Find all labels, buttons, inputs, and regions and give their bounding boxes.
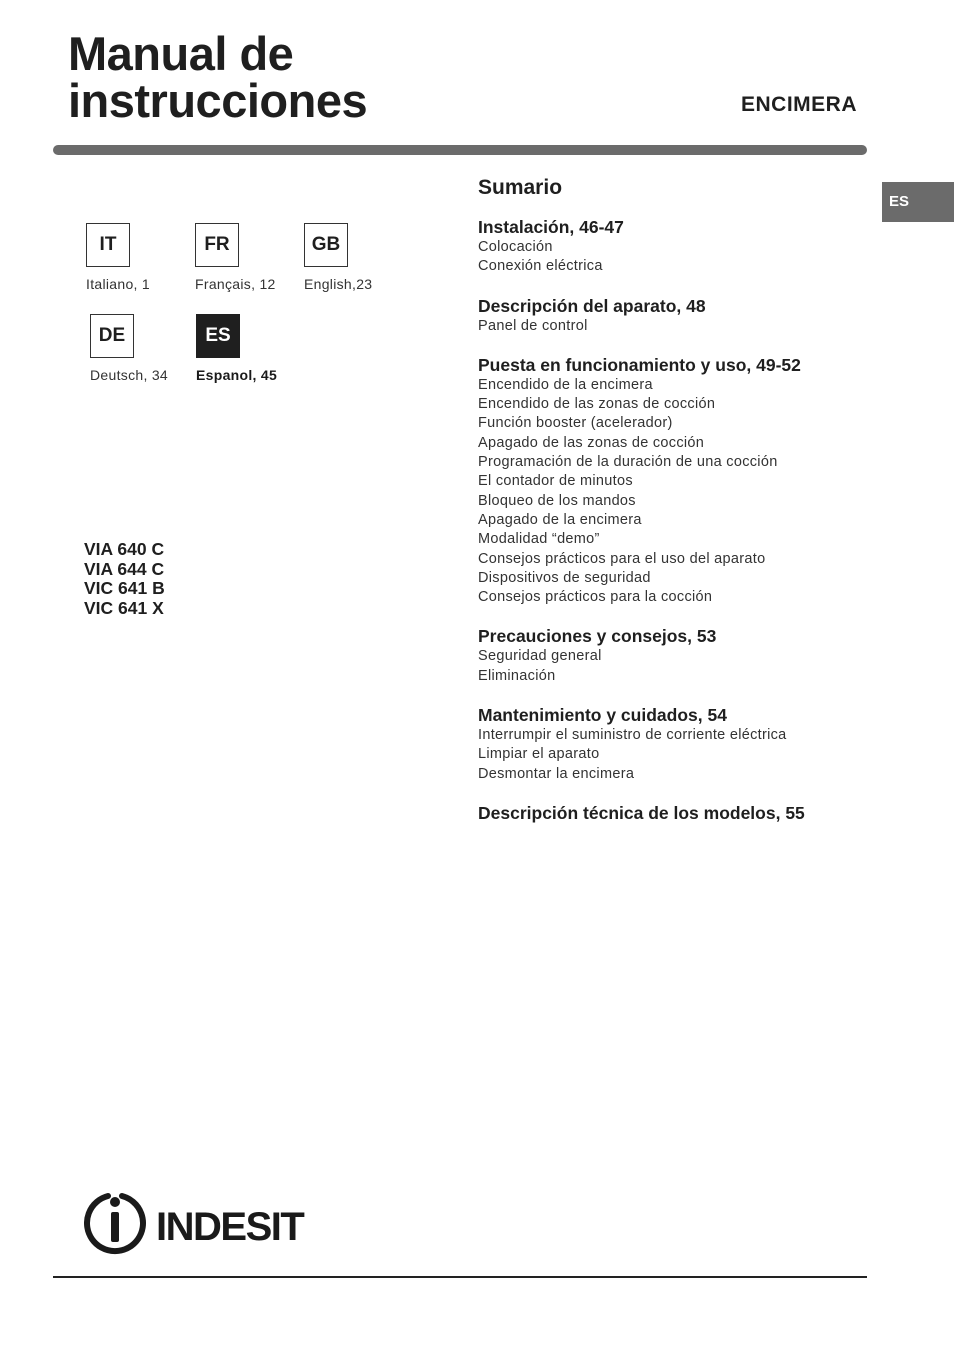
language-page-label: Français, 12 [195, 276, 276, 292]
language-code-box: DE [90, 314, 134, 358]
toc-heading[interactable]: Mantenimiento y cuidados, 54 [478, 705, 727, 726]
toc-item[interactable]: Bloqueo de los mandos [478, 492, 636, 509]
bottom-divider [53, 1276, 867, 1278]
indesit-logo-icon [84, 1190, 324, 1256]
language-page-label: English,23 [304, 276, 373, 292]
language-entry-gb[interactable] [304, 223, 414, 292]
language-entry-fr[interactable] [195, 223, 305, 292]
language-code-box: GB [304, 223, 348, 267]
toc-item[interactable]: Función booster (acelerador) [478, 415, 673, 432]
toc-item[interactable]: Encendido de la encimera [478, 376, 653, 393]
model-name: VIA 640 C [84, 539, 165, 559]
toc-heading[interactable]: Precauciones y consejos, 53 [478, 626, 717, 647]
toc-section-instalacion [478, 216, 878, 277]
language-entry-de[interactable] [90, 314, 200, 383]
table-of-contents [478, 216, 878, 842]
brand-name: INDESIT [156, 1205, 304, 1249]
toc-heading[interactable]: Puesta en funcionamiento y uso, 49-52 [478, 354, 801, 375]
model-name: VIC 641 B [84, 578, 165, 598]
language-page-label: Deutsch, 34 [90, 367, 169, 383]
model-list [84, 540, 165, 618]
page-title [68, 27, 368, 127]
toc-item[interactable]: Seguridad general [478, 648, 602, 665]
language-code-box: FR [195, 223, 239, 267]
model-name: VIA 644 C [84, 558, 165, 579]
toc-item[interactable]: Panel de control [478, 317, 588, 334]
toc-section-descripcion [478, 295, 878, 336]
toc-item[interactable]: El contador de minutos [478, 473, 633, 490]
toc-item[interactable]: Consejos prácticos para el uso del aparato [478, 550, 766, 567]
toc-heading[interactable]: Descripción del aparato, 48 [478, 295, 706, 316]
toc-item[interactable]: Consejos prácticos para la cocción [478, 589, 713, 606]
toc-item[interactable]: Encendido de las zonas de cocción [478, 396, 716, 413]
page-title-line-2: instrucciones [68, 74, 368, 127]
toc-item[interactable]: Programación de la duración de una cocción [478, 454, 778, 471]
product-type: ENCIMERA [741, 93, 858, 116]
toc-item[interactable]: Interrumpir el suministro de corriente eléctrica [478, 727, 787, 744]
toc-heading[interactable]: Descripción técnica de los modelos, 55 [478, 802, 805, 823]
toc-item[interactable]: Modalidad “demo” [478, 531, 600, 548]
toc-section-puesta-en-funcionamiento [478, 354, 878, 608]
page-title-line-1: Manual de [68, 27, 294, 80]
language-entry-es[interactable] [196, 314, 306, 383]
language-page-label-active: Espanol, 45 [196, 367, 278, 383]
top-divider [53, 145, 867, 155]
language-code-box-active: ES [196, 314, 240, 358]
toc-item[interactable]: Apagado de la encimera [478, 511, 642, 528]
toc-item[interactable]: Eliminación [478, 667, 556, 684]
language-entry-it[interactable] [86, 223, 196, 292]
model-name: VIC 641 X [84, 597, 164, 618]
toc-section-descripcion-tecnica [478, 802, 878, 824]
toc-item[interactable]: Apagado de las zonas de cocción [478, 434, 705, 451]
language-code-box: IT [86, 223, 130, 267]
toc-title: Sumario [478, 176, 563, 199]
toc-section-mantenimiento [478, 704, 878, 784]
toc-heading[interactable]: Instalación, 46-47 [478, 217, 624, 237]
language-side-tab: ES [882, 182, 954, 222]
toc-item[interactable]: Limpiar el aparato [478, 746, 600, 763]
language-page-label: Italiano, 1 [86, 276, 151, 292]
toc-item[interactable]: Desmontar la encimera [478, 765, 635, 782]
toc-item[interactable]: Colocación [478, 239, 553, 255]
toc-section-precauciones [478, 625, 878, 686]
toc-item[interactable]: Conexión eléctrica [478, 258, 603, 275]
toc-item[interactable]: Dispositivos de seguridad [478, 569, 651, 586]
